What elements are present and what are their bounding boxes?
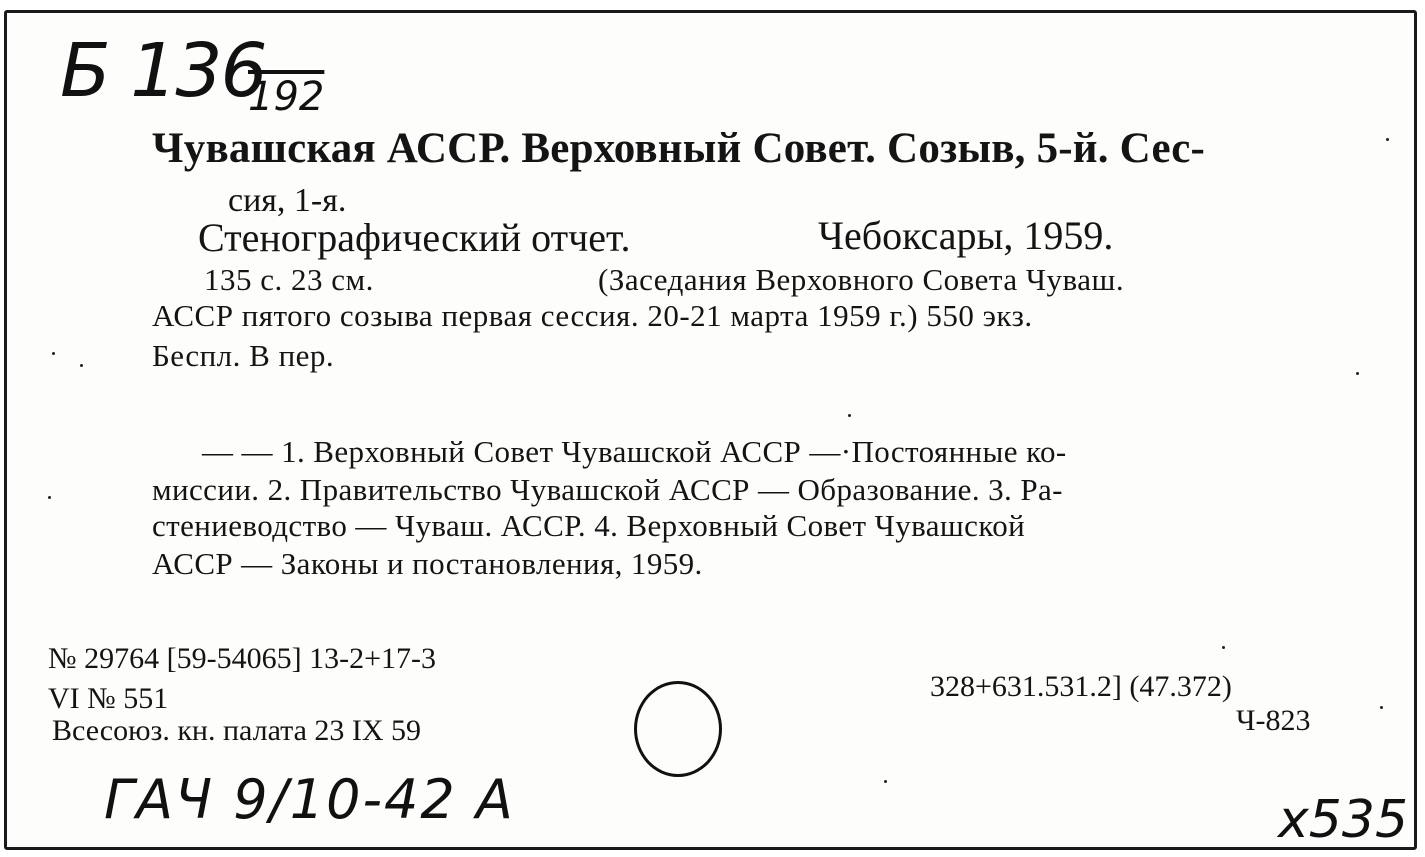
cutter-number: Ч-823 xyxy=(1236,704,1311,737)
card-place-year: Чебоксары, 1959. xyxy=(818,213,1114,258)
handwritten-shelf-mark: Б 136 xyxy=(60,28,266,114)
physical-desc-line-1a: 135 с. 23 см. xyxy=(204,262,374,297)
udc-index: 328+631.531.2] (47.372) xyxy=(930,670,1232,703)
ink-speck xyxy=(52,352,55,355)
physical-desc-line-2: АССР пятого созыва первая сессия. 20-21 марта 1959 г.) 550 экз. xyxy=(152,298,1033,333)
physical-desc-line-3: Беспл. В пер. xyxy=(152,338,335,373)
subject-line-1: — — 1. Верховный Совет Чувашской АССР —·Постоянные ко- xyxy=(202,434,1067,469)
handwritten-archive-note: ГАЧ 9/10-42 A xyxy=(104,768,515,831)
handwritten-shelf-sub: 192 xyxy=(248,74,325,120)
ink-speck xyxy=(1386,138,1389,141)
subject-line-4: АССР — Законы и постановления, 1959. xyxy=(152,546,703,581)
circle-mark-icon xyxy=(634,681,722,777)
book-chamber-stamp: Всесоюз. кн. палата 23 IX 59 xyxy=(52,714,422,747)
registration-number: № 29764 [59-54065] 13-2+17-3 xyxy=(48,642,436,675)
ink-speck xyxy=(80,364,83,367)
card-subtitle: Стенографический отчет. xyxy=(198,215,631,260)
ink-speck xyxy=(1222,646,1225,649)
subject-line-3: стениеводство — Чуваш. АССР. 4. Верховный Совет Чувашской xyxy=(152,508,1026,543)
card-heading-line-1: Чувашская АССР. Верховный Совет. Созыв, 5-й. Сес- xyxy=(152,125,1206,172)
ink-speck xyxy=(884,780,887,783)
ink-speck xyxy=(1356,372,1359,375)
handwritten-corner-note: x535 xyxy=(1278,790,1409,850)
ink-speck xyxy=(48,496,51,499)
ink-speck xyxy=(1380,706,1383,709)
vi-number: VI № 551 xyxy=(48,682,169,715)
subject-line-2: миссии. 2. Правительство Чувашской АССР — Образование. 3. Ра- xyxy=(152,472,1063,507)
physical-desc-line-1b: (Заседания Верховного Совета Чуваш. xyxy=(598,262,1125,297)
ink-speck xyxy=(848,414,851,417)
card-heading-line-2: сия, 1-я. xyxy=(228,182,347,219)
